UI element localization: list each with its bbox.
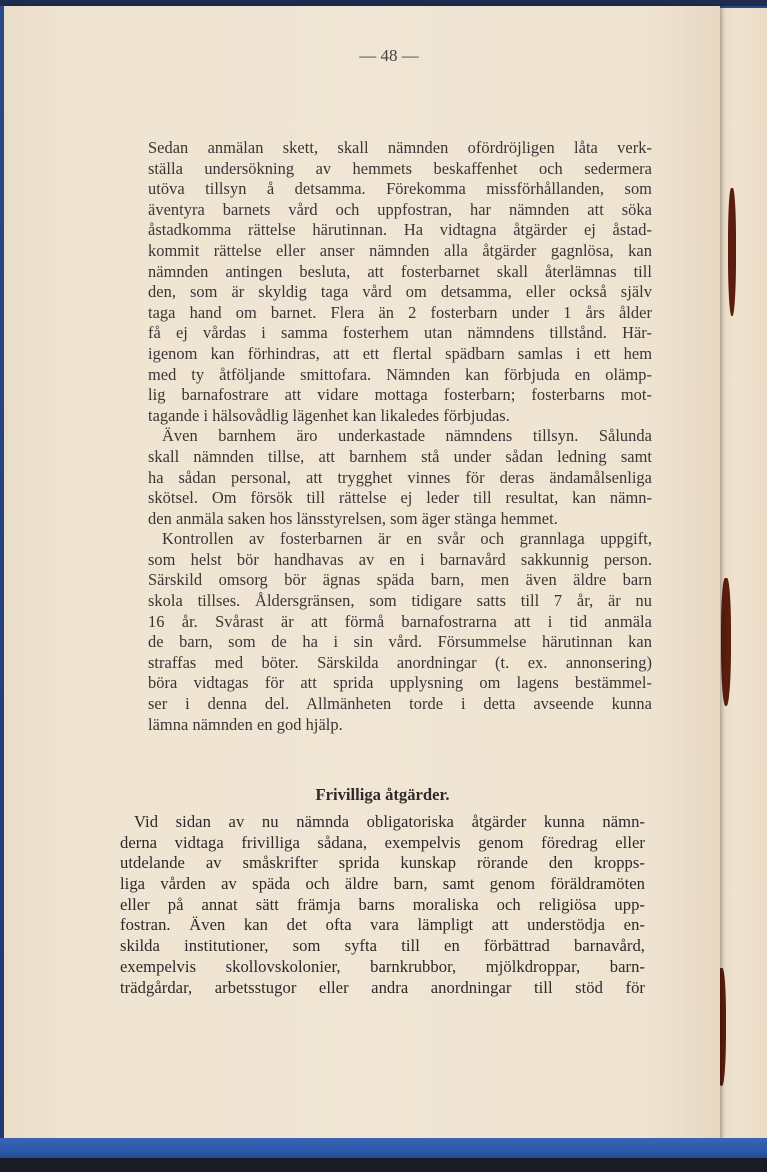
text-line: eller på annat sätt främja barns moraliska och religiösa upp- [120, 894, 645, 914]
page-number: — 48 — [359, 46, 419, 65]
section-heading: Frivilliga åtgärder. [315, 785, 450, 804]
text-line: äventyra barnets vård och uppfostran, har nämnden att söka [148, 199, 652, 219]
text-line: skola tillses. Åldersgränsen, som tidigare satts till 7 år, är nu [148, 591, 652, 611]
text-line: trädgårdar, arbetsstugor eller andra anordningar till stöd för [120, 977, 645, 997]
text-line: skötsel. Om försök till rättelse ej leder till resultat, kan nämn- [148, 488, 652, 508]
text-line: straffas med böter. Särskilda anordningar (t. ex. annonsering) [148, 652, 652, 672]
text-line: ser i denna del. Allmänheten torde i detta avseende kunna [148, 694, 652, 714]
text-line: exempelvis skollovskolonier, barnkrubbor, mjölkdroppar, barn- [120, 956, 645, 976]
text-line: ställa undersökning av hemmets beskaffenhet och sedermera [148, 158, 652, 178]
text-line: liga vården av späda och äldre barn, samt genom föräldramöten [120, 874, 645, 894]
text-line: Vid sidan av nu nämnda obligatoriska åtgärder kunna nämn- [134, 812, 645, 831]
text-line: fostran. Även kan det ofta vara lämpligt att understödja en- [120, 915, 645, 935]
text-line: Särskild omsorg bör ägnas späda barn, men även äldre barn [148, 570, 652, 590]
body-text [148, 138, 652, 735]
text-line: Sedan anmälan skett, skall nämnden ofördröjligen låta verk- [148, 138, 652, 157]
stain-mark [721, 578, 731, 706]
text-line: utdelande av småskrifter sprida kunskap rörande den kropps- [120, 853, 645, 873]
text-line: som helst bör handhavas av en i barnavård sakkunnig person. [148, 549, 652, 569]
text-line: de barn, som de ha i sin vård. Försummelse härutinnan kan [148, 632, 652, 652]
text-line: tagande i hälsovådlig lägenhet kan likaledes förbjudas. [148, 405, 510, 425]
section-frivilliga [120, 772, 645, 998]
text-line: 16 år. Svårast är att förmå barnafostrarna att i tid anmäla [148, 611, 652, 631]
text-line: derna vidtaga frivilliga sådana, exempelvis genom föredrag eller [120, 832, 645, 852]
text-line: lämna nämnden en god hjälp. [148, 714, 343, 734]
text-line: den anmäla saken hos länsstyrelsen, som äger stänga hemmet. [148, 508, 558, 528]
text-line: Även barnhem äro underkastade nämndens tillsyn. Sålunda [162, 426, 652, 446]
section-text [120, 812, 645, 998]
text-line: skilda institutioner, som syfta till en förbättrad barnavård, [120, 936, 645, 956]
text-line: taga hand om barnet. Flera än 2 fosterbarn under 1 års ålder [148, 302, 652, 322]
text-line: lig barnafostrare att vidare mottaga fosterbarn; fosterbarns mot- [148, 385, 652, 405]
text-line: ha sådan personal, att trygghet vinnes för deras ändamålsenliga [148, 467, 652, 487]
text-line: Kontrollen av fosterbarnen är en svår och grannlaga uppgift, [162, 529, 652, 549]
next-page-edge [712, 8, 767, 1153]
text-line: kommit rättelse eller anser nämnden alla åtgärder gagnlösa, kan [148, 240, 652, 260]
text-line: utöva tillsyn å detsamma. Förekomma missförhållanden, som [148, 179, 652, 199]
text-line: få ej vårdas i samma fosterhem utan nämndens tillstånd. Här- [148, 323, 652, 343]
text-line: igenom kan förhindras, att ett flertal spädbarn samlas i ett hem [148, 343, 652, 363]
text-line: skall nämnden tillse, att barnhem stå under sådan ledning samt [148, 446, 652, 466]
table-surface [0, 1158, 767, 1172]
text-line: åstadkomma rättelse härutinnan. Ha vidtagna åtgärder ej åstad- [148, 220, 652, 240]
text-line: den, som är skyldig taga vård om detsamma, eller också själv [148, 282, 652, 302]
stain-mark [728, 188, 736, 316]
text-line: med ty åtföljande smittofara. Nämnden kan förbjuda en olämp- [148, 364, 652, 384]
text-line: böra vidtagas för att sprida upplysning om lagens bestämmel- [148, 673, 652, 693]
text-line: nämnden antingen besluta, att fosterbarnet skall återlämnas till [148, 261, 652, 281]
